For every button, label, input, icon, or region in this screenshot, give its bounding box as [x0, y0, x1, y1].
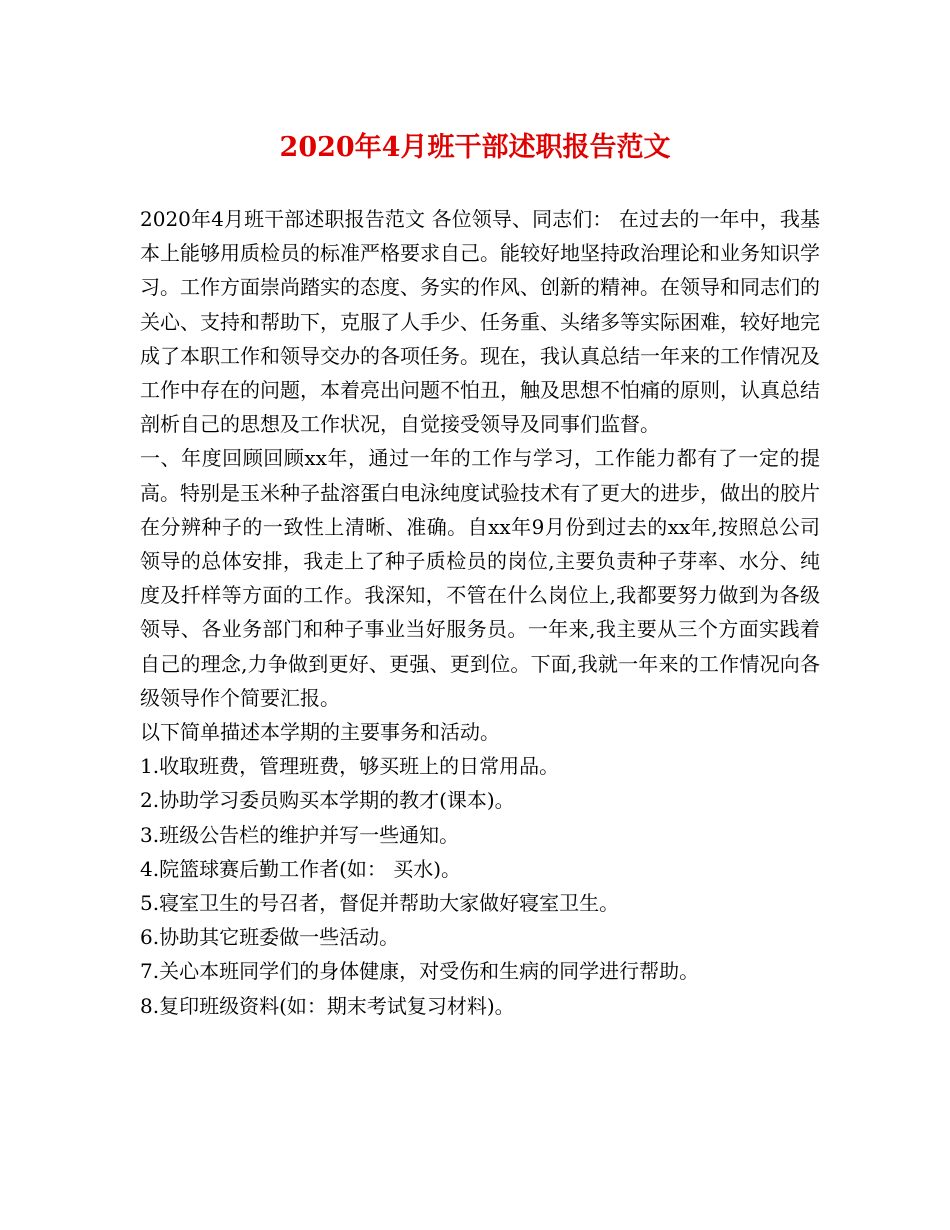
list-item: 8.复印班级资料(如：期末考试复习材料)。	[140, 993, 515, 1018]
list-item: 2.协助学习委员购买本学期的教才(课本)。	[140, 788, 515, 813]
list-intro-line: 以下简单描述本学期的主要事务和活动。	[140, 720, 500, 745]
list-item: 5.寝室卫生的号召者，督促并帮助大家做好寝室卫生。	[140, 891, 620, 916]
list-item: 4.院篮球赛后勤工作者(如： 买水)。	[140, 856, 462, 881]
list-item: 1.收取班费，管理班费，够买班上的日常用品。	[140, 754, 560, 779]
document-title: 2020年4月班干部述职报告范文	[279, 132, 671, 163]
list-item: 7.关心本班同学们的身体健康，对受伤和生病的同学进行帮助。	[140, 959, 700, 984]
list-item: 6.协助其它班委做一些活动。	[140, 925, 400, 950]
document-body	[140, 202, 820, 1023]
paragraph-intro: 2020年4月班干部述职报告范文 各位领导、同志们： 在过去的一年中，我基本上能够用质检员的标准严格要求自己。能较好地坚持政治理论和业务知识学习。工作方面崇尚踏实的态度、务实的作风、创新的精神。在领导和同志们的关心、支持和帮助下，克服了人手少、任务重、头绪多等实际困难，较好地完成了本职工作和领导交办的各项任务。现在，我认真总结一年来的工作情况及工作中存在的问题，本着亮出问题不怕丑，触及思想不怕痛的原则，认真总结剖析自己的思想及工作状况，自觉接受领导及同事们监督。	[140, 207, 820, 437]
list-item: 3.班级公告栏的维护并写一些通知。	[140, 822, 460, 847]
paragraph-annual-review: 一、年度回顾回顾xx年，通过一年的工作与学习，工作能力都有了一定的提高。特别是玉米种子盐溶蛋白电泳纯度试验技术有了更大的进步，做出的胶片在分辨种子的一致性上清晰、准确。自xx年9月份到过去的xx年,按照总公司领导的总体安排，我走上了种子质检员的岗位,主要负责种子芽率、水分、纯度及扦样等方面的工作。我深知，不管在什么岗位上,我都要努力做到为各级领导、各业务部门和种子事业当好服务员。一年来,我主要从三个方面实践着自己的理念,力争做到更好、更强、更到位。下面,我就一年来的工作情况向各级领导作个简要汇报。	[140, 446, 820, 710]
